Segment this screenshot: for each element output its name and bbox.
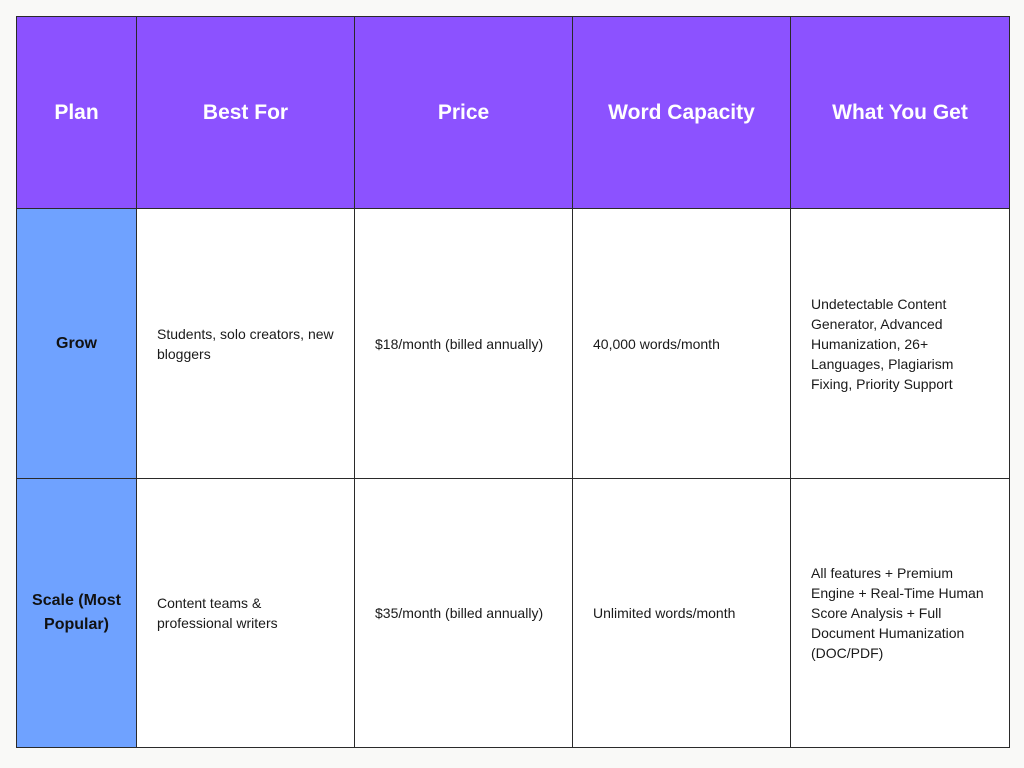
plan-name-cell: Scale (Most Popular) [17,479,137,748]
header-what-you-get: What You Get [791,17,1010,209]
header-word-capacity: Word Capacity [573,17,791,209]
header-price: Price [355,17,573,209]
table-row [17,479,1010,748]
price-cell: $35/month (billed annually) [355,479,573,748]
word-capacity-cell: Unlimited words/month [573,479,791,748]
header-best-for: Best For [137,17,355,209]
plan-name-cell: Grow [17,209,137,479]
what-you-get-cell: Undetectable Content Generator, Advanced Humanization, 26+ Languages, Plagiarism Fixing, Priority Support [791,209,1010,479]
header-plan: Plan [17,17,137,209]
pricing-table [16,16,1010,748]
price-cell: $18/month (billed annually) [355,209,573,479]
table-header-row [17,17,1010,209]
table-row [17,209,1010,479]
what-you-get-cell: All features + Premium Engine + Real-Time Human Score Analysis + Full Document Humanization (DOC/PDF) [791,479,1010,748]
best-for-cell: Students, solo creators, new bloggers [137,209,355,479]
word-capacity-cell: 40,000 words/month [573,209,791,479]
best-for-cell: Content teams & professional writers [137,479,355,748]
